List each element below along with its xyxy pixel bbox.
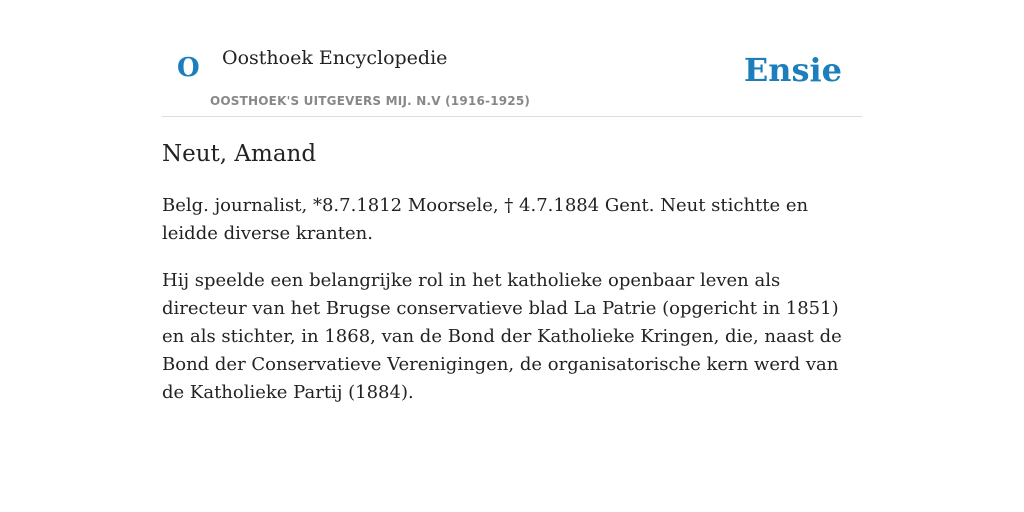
entry-paragraph: Hij speelde een belangrijke rol in het katholieke openbaar leven als directeur van het Brugse conservatieve blad La Patrie (opgericht in 1851) en als stichter, in 1868, van de Bond der Katholieke Kringen, die, naast de Bond der Conservatieve Verenigingen, de organisatorische kern werd van de Katholieke Partij (1884). xyxy=(162,270,842,403)
entry-paragraph: Belg. journalist, *8.7.1812 Moorsele, † 4.7.1884 Gent. Neut stichtte en leidde diverse kranten. xyxy=(162,195,809,244)
encyclopedia-title-link[interactable]: Oosthoek Encyclopedie xyxy=(222,47,448,69)
page xyxy=(162,0,862,403)
publisher-subtitle: OOSTHOEK'S UITGEVERS MIJ. N.V (1916-1925) xyxy=(210,94,531,108)
site-header xyxy=(162,0,862,117)
publisher-logo[interactable]: O xyxy=(177,53,200,83)
entry-title: Neut, Amand xyxy=(162,141,317,167)
entry-body xyxy=(162,192,862,426)
ensie-brand-link[interactable]: Ensie xyxy=(743,51,842,89)
